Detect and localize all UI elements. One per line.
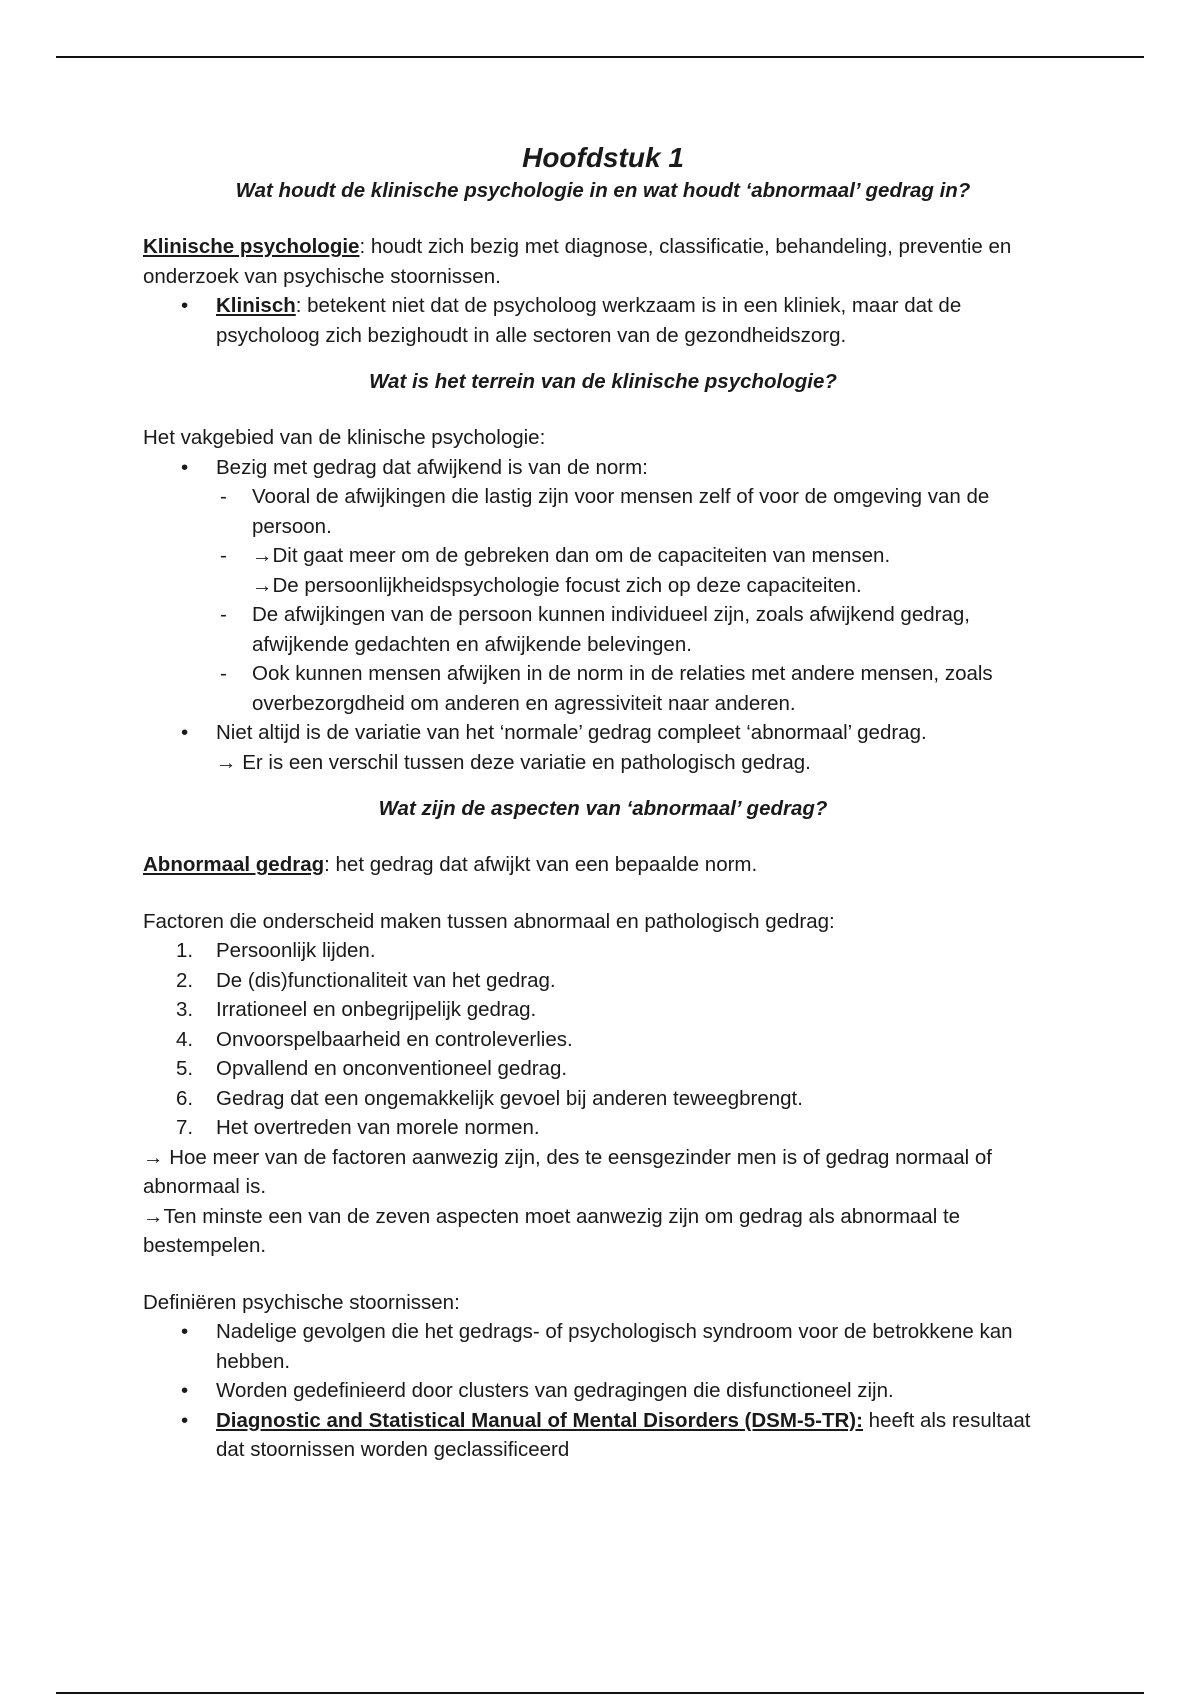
factor-item	[176, 1113, 1063, 1143]
dash-icon: -	[220, 544, 227, 567]
list-item: - Ook kunnen mensen afwijken in de norm in de relaties met andere mensen, zoals overbezorgdheid om anderen en agressiviteit naar anderen.	[252, 659, 1063, 718]
term-abnormaal-gedrag: Abnormaal gedrag	[143, 853, 325, 876]
factor-text: De (dis)functionaliteit van het gedrag.	[216, 968, 556, 992]
chapter-subtitle: Wat houdt de klinische psychologie in en wat houdt ‘abnormaal’ gedrag in?	[235, 179, 971, 202]
term-dsm: Diagnostic and Statistical Manual of Mental Disorders (DSM-5-TR):	[216, 1408, 863, 1432]
list-item: • Klinisch: betekent niet dat de psycholoog werkzaam is in een kliniek, maar dat de psycholoog zich bezighoudt in alle sectoren van de gezondheidszorg.	[216, 291, 1063, 350]
bullet-icon: •	[181, 294, 189, 317]
list-item: • Bezig met gedrag dat afwijkend is van de norm: - Vooral de afwijkingen die lastig zijn voor mensen zelf of voor de omgeving van de persoon. - →Dit gaat meer om de gebreken dan om de capaciteiten van mensen. →De persoonlijkheidspsychologie focust zich op deze capaciteiten. - De afwijkingen van de persoon kunnen individueel zijn, zoals afwijkend gedrag, afwijkende gedachten en afwijkende belevingen. - Ook kunnen mensen afwijken in de norm in de relaties met andere mensen, zoals overbezorgdheid om anderen en agressiviteit naar anderen.	[216, 453, 1063, 719]
term-klinische-psychologie: Klinische psychologie	[143, 235, 360, 258]
list-item: • Worden gedefinieerd door clusters van gedragingen die disfunctioneel zijn.	[216, 1376, 1063, 1406]
document-body	[143, 140, 1063, 1465]
top-rule	[56, 56, 1144, 58]
factor-item	[176, 966, 1063, 996]
note-factoren-2: →Ten minste een van de zeven aspecten moet aanwezig zijn om gedrag als abnormaal te bestempelen.	[143, 1204, 961, 1257]
list-item: • Nadelige gevolgen die het gedrags- of psychologisch syndroom voor de betrokkene kan hebben.	[216, 1317, 1063, 1376]
list-item: - Vooral de afwijkingen die lastig zijn voor mensen zelf of voor de omgeving van de persoon.	[252, 482, 1063, 541]
chapter-title: Hoofdstuk 1	[522, 142, 684, 173]
paragraph-factoren: Factoren die onderscheid maken tussen abnormaal en pathologisch gedrag:	[143, 909, 835, 933]
factor-item	[176, 1025, 1063, 1055]
factor-text: Het overtreden van morele normen.	[216, 1116, 540, 1139]
section-heading-terrein: Wat is het terrein van de klinische psychologie?	[369, 370, 837, 393]
factor-number: 1.	[176, 939, 194, 962]
paragraph-stoornissen: Definiëren psychische stoornissen:	[143, 1290, 460, 1314]
bullet-icon: •	[181, 1379, 189, 1402]
bullet-icon: •	[181, 1408, 189, 1432]
factor-item	[176, 1054, 1063, 1084]
dash-icon: -	[220, 485, 227, 508]
bottom-rule	[56, 1692, 1144, 1694]
list-item: - De afwijkingen van de persoon kunnen individueel zijn, zoals afwijkend gedrag, afwijkende gedachten en afwijkende belevingen.	[252, 600, 1063, 659]
factor-number: 6.	[176, 1086, 194, 1110]
bullet-list-vakgebied	[143, 453, 1063, 778]
note-factoren-1: → Hoe meer van de factoren aanwezig zijn, des te eensgezinder men is of gedrag normaal of abnormaal is.	[143, 1145, 992, 1198]
factor-item	[176, 995, 1063, 1025]
factor-text: Onvoorspelbaarheid en controleverlies.	[216, 1027, 573, 1051]
paragraph-vakgebied: Het vakgebied van de klinische psychologie:	[143, 426, 546, 449]
dash-icon: -	[220, 603, 227, 626]
section-heading-aspecten: Wat zijn de aspecten van ‘abnormaal’ gedrag?	[378, 797, 828, 820]
list-item: - →Dit gaat meer om de gebreken dan om de capaciteiten van mensen. →De persoonlijkheidspsychologie focust zich op deze capaciteiten.	[252, 541, 1063, 600]
factor-item	[176, 1084, 1063, 1114]
factor-number: 4.	[176, 1027, 194, 1051]
factor-text: Gedrag dat een ongemakkelijk gevoel bij anderen teweegbrengt.	[216, 1086, 803, 1110]
factor-number: 7.	[176, 1116, 194, 1139]
bullet-icon: •	[181, 1320, 189, 1343]
factor-number: 3.	[176, 998, 194, 1021]
bullet-list-stoornissen	[143, 1317, 1063, 1465]
factor-text: Persoonlijk lijden.	[216, 939, 376, 962]
bullet-icon: •	[181, 455, 189, 479]
term-klinisch: Klinisch	[216, 294, 296, 317]
list-item: • Niet altijd is de variatie van het ‘normale’ gedrag compleet ‘abnormaal’ gedrag. → Er is een verschil tussen deze variatie en pathologisch gedrag.	[216, 718, 1063, 777]
factor-text: Opvallend en onconventioneel gedrag.	[216, 1057, 568, 1080]
factor-text: Irrationeel en onbegrijpelijk gedrag.	[216, 998, 537, 1021]
list-item: • Diagnostic and Statistical Manual of Mental Disorders (DSM-5-TR): heeft als resultaat dat stoornissen worden geclassificeerd	[216, 1406, 1063, 1465]
bullet-list-klinisch	[143, 291, 1063, 350]
dash-list	[216, 482, 1063, 718]
bullet-icon: •	[181, 721, 189, 744]
factor-number: 2.	[176, 968, 194, 992]
factor-list	[143, 936, 1063, 1143]
dash-icon: -	[220, 662, 227, 685]
definition-klinische-psychologie: Klinische psychologie: houdt zich bezig met diagnose, classificatie, behandeling, preventie en onderzoek van psychische stoornissen.	[143, 235, 1012, 288]
factor-item	[176, 936, 1063, 966]
factor-number: 5.	[176, 1057, 194, 1080]
definition-abnormaal-gedrag: Abnormaal gedrag: het gedrag dat afwijkt van een bepaalde norm.	[143, 853, 758, 876]
